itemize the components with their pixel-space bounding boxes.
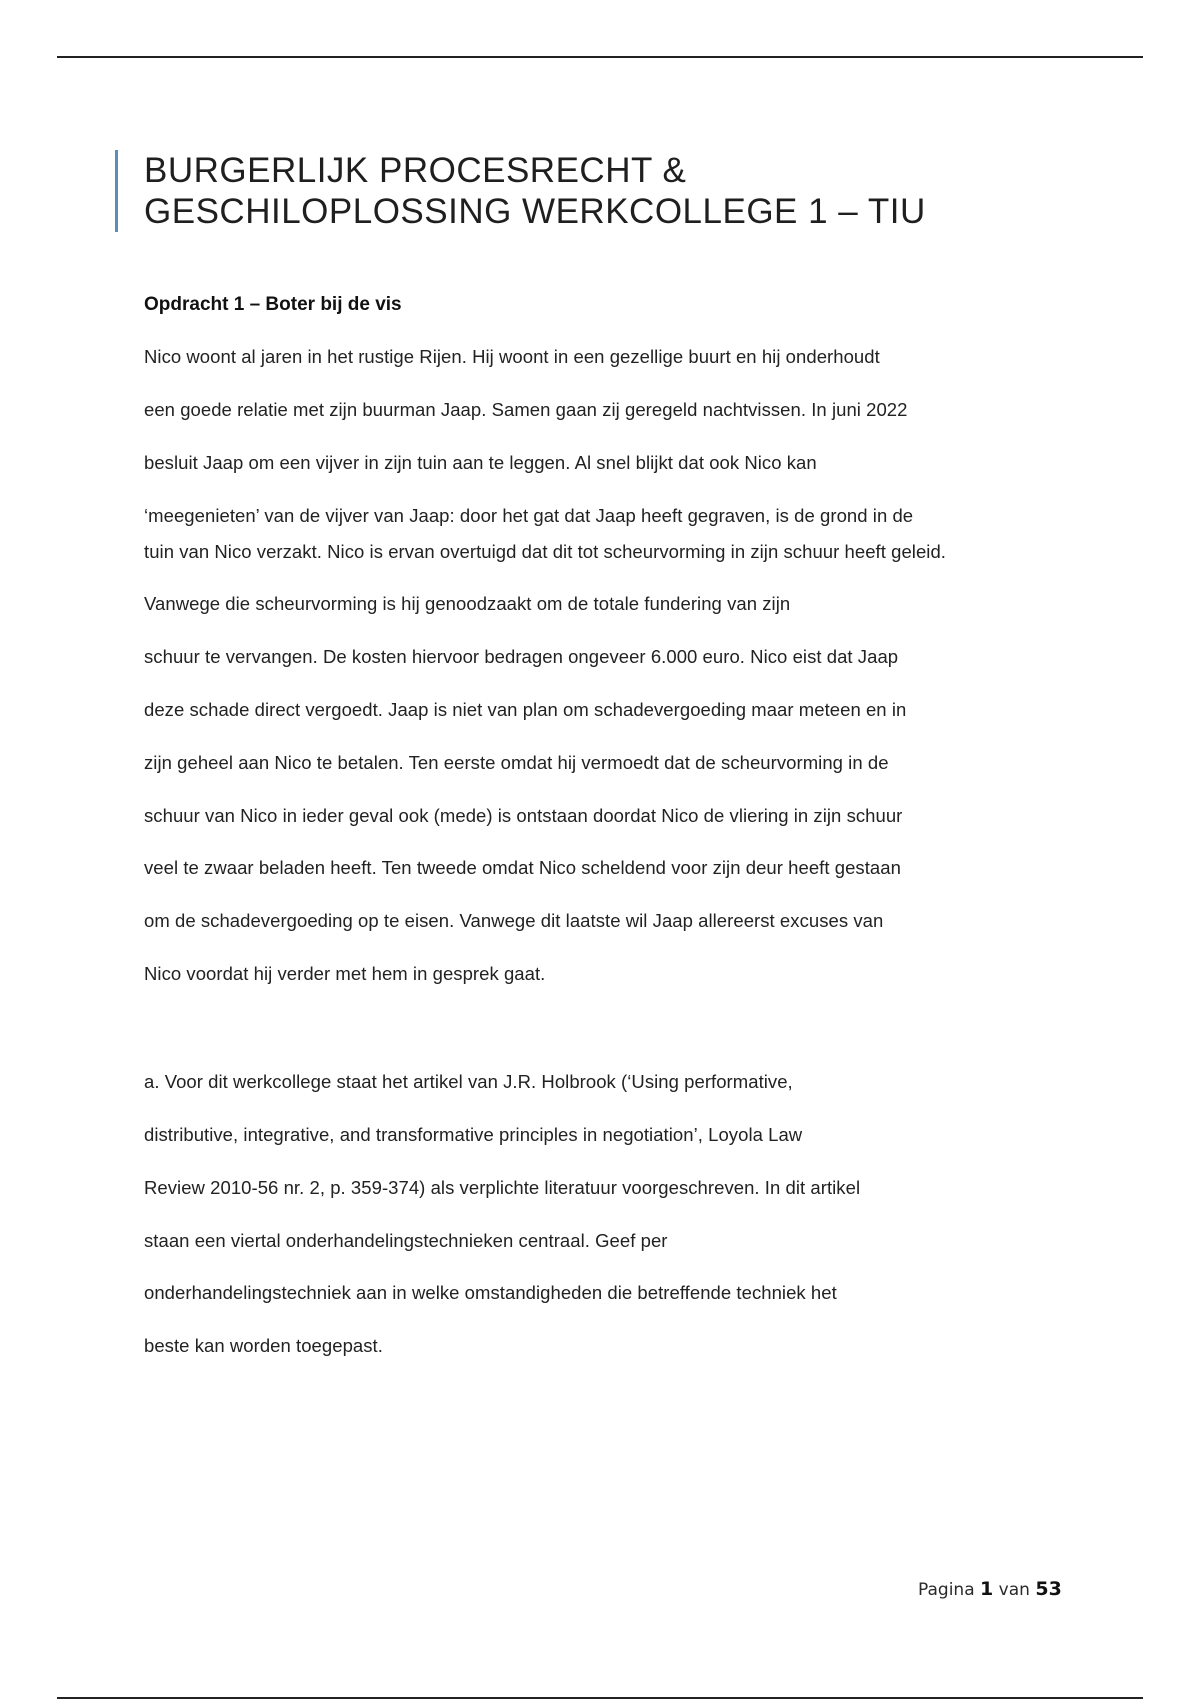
case-line: Nico voordat hij verder met hem in gesprek gaat.	[144, 963, 546, 984]
footer-rule	[57, 1697, 1143, 1699]
case-line: deze schade direct vergoedt. Jaap is niet van plan om schadevergoeding maar meteen en in	[144, 699, 907, 720]
page-number	[918, 1578, 1062, 1600]
header-rule	[57, 56, 1143, 58]
question-line: beste kan worden toegepast.	[144, 1335, 383, 1356]
question-line: onderhandelingstechniek aan in welke omstandigheden die betreffende techniek het	[144, 1282, 837, 1303]
case-line: tuin van Nico verzakt. Nico is ervan overtuigd dat dit tot scheurvorming in zijn schuur heeft geleid.	[144, 541, 946, 562]
page-prefix: Pagina	[918, 1580, 975, 1600]
case-line: ‘meegenieten’ van de vijver van Jaap: door het gat dat Jaap heeft gegraven, is de grond in de	[144, 505, 914, 526]
question-line: a. Voor dit werkcollege staat het artikel van J.R. Holbrook (‘Using performative,	[144, 1071, 793, 1092]
case-line: een goede relatie met zijn buurman Jaap. Samen gaan zij geregeld nachtvissen. In juni 2022	[144, 399, 908, 420]
document-title-line-2: GESCHILOPLOSSING WERKCOLLEGE 1 – TIU	[144, 192, 926, 231]
case-line: veel te zwaar beladen heeft. Ten tweede omdat Nico scheldend voor zijn deur heeft gestaan	[144, 857, 901, 878]
case-line: Vanwege die scheurvorming is hij genoodzaakt om de totale fundering van zijn	[144, 593, 791, 614]
case-line: om de schadevergoeding op te eisen. Vanwege dit laatste wil Jaap allereerst excuses van	[144, 910, 884, 931]
total-pages: 53	[1035, 1578, 1062, 1600]
case-line: schuur van Nico in ieder geval ook (mede) is ontstaan doordat Nico de vliering in zijn schuur	[144, 805, 903, 826]
case-line: Nico woont al jaren in het rustige Rijen. Hij woont in een gezellige buurt en hij onderhoudt	[144, 346, 880, 367]
question-line: distributive, integrative, and transformative principles in negotiation’, Loyola Law	[144, 1124, 803, 1145]
assignment-heading: Opdracht 1 – Boter bij de vis	[144, 294, 402, 315]
page-separator: van	[998, 1580, 1030, 1600]
document-title-line-1: BURGERLIJK PROCESRECHT &	[144, 151, 687, 190]
document-title-block	[115, 150, 1144, 232]
question-line: staan een viertal onderhandelingstechnieken centraal. Geef per	[144, 1230, 668, 1251]
case-line: schuur te vervangen. De kosten hiervoor bedragen ongeveer 6.000 euro. Nico eist dat Jaap	[144, 646, 899, 667]
case-line: zijn geheel aan Nico te betalen. Ten eerste omdat hij vermoedt dat de scheurvorming in de	[144, 752, 889, 773]
case-line: besluit Jaap om een vijver in zijn tuin aan te leggen. Al snel blijkt dat ook Nico kan	[144, 452, 817, 473]
question-line: Review 2010-56 nr. 2, p. 359-374) als verplichte literatuur voorgeschreven. In dit artikel	[144, 1177, 861, 1198]
current-page: 1	[980, 1578, 994, 1600]
